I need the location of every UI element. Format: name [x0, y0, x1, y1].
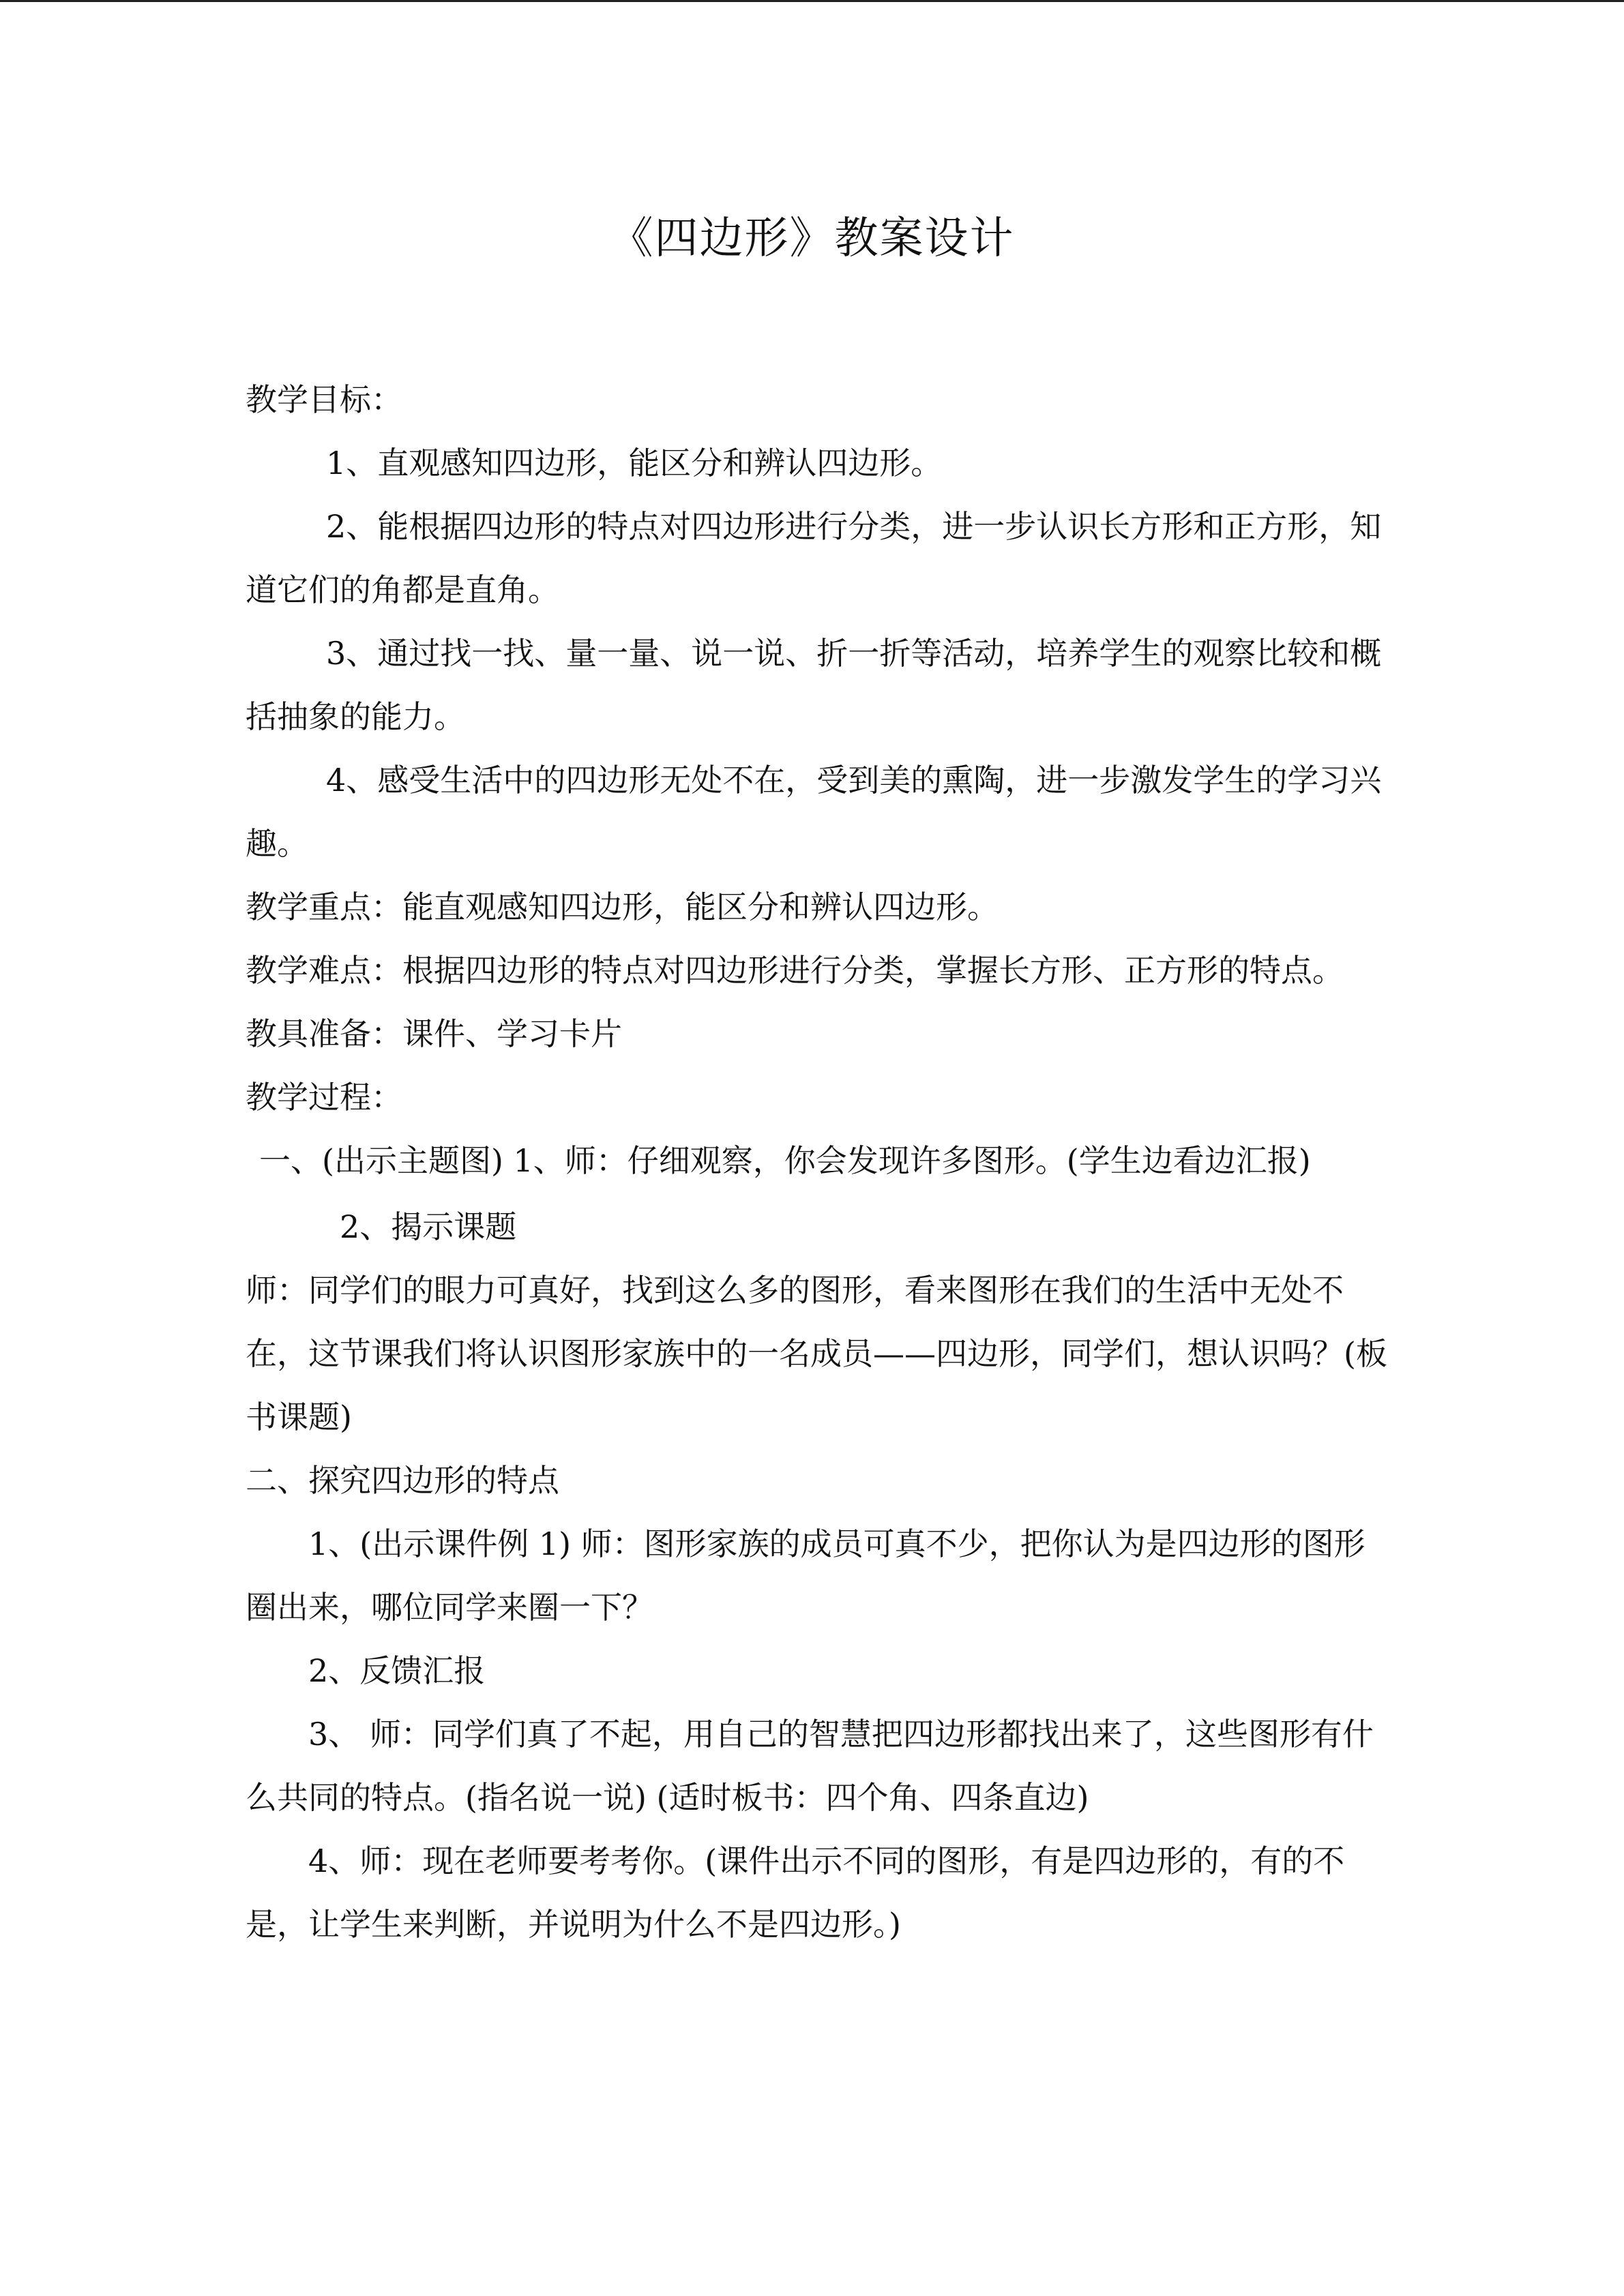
objective-item-4: 4、感受生活中的四边形无处不在，受到美的熏陶，进一步激发学生的学习兴趣。	[246, 762, 1382, 862]
explore-item-1: 1、(出示课件例 1) 师：图形家族的成员可真不少，把你认为是四边形的图形圈出来，哪位同学来圈一下？	[246, 1525, 1365, 1626]
process-step-2: 2、揭示课题	[340, 1208, 517, 1245]
teacher-remark-paragraph: 师：同学们的眼力可真好，找到这么多的图形，看来图形在我们的生活中无处不在，这节课我们将认识图形家族中的一名成员——四边形，同学们，想认识吗？(板书课题)	[246, 1272, 1387, 1435]
explore-item-4: 4、师：现在老师要考考你。(课件出示不同的图形，有是四边形的，有的不是，让学生来判断，并说明为什么不是四边形。)	[246, 1843, 1345, 1943]
explore-item-2: 2、反馈汇报	[308, 1652, 486, 1689]
explore-item-3: 3、 师：同学们真了不起，用自己的智慧把四边形都找出来了，这些图形有什么共同的特点。(指名说一说) (适时板书：四个角、四条直边)	[246, 1716, 1374, 1816]
document-body	[246, 368, 1391, 1956]
section-heading-objectives: 教学目标：	[246, 381, 402, 418]
section-heading-process: 教学过程：	[246, 1079, 402, 1116]
materials-paragraph: 教具准备：课件、学习卡片	[246, 1015, 622, 1052]
process-step-1: 一、(出示主题图) 1、师：仔细观察，你会发现许多图形。(学生边看边汇报)	[259, 1142, 1311, 1179]
objective-item-2: 2、能根据四边形的特点对四边形进行分类，进一步认识长方形和正方形，知道它们的角都是直角。	[246, 508, 1382, 608]
key-point-paragraph: 教学重点：能直观感知四边形，能区分和辨认四边形。	[246, 889, 999, 925]
document-title: 《四边形》教案设计	[609, 213, 1015, 264]
objective-item-1: 1、直观感知四边形，能区分和辨认四边形。	[326, 445, 943, 481]
page-top-border	[0, 0, 1624, 2]
objective-item-3: 3、通过找一找、量一量、说一说、折一折等活动，培养学生的观察比较和概括抽象的能力。	[246, 635, 1382, 735]
section-heading-explore: 二、探究四边形的特点	[246, 1462, 559, 1499]
difficulty-paragraph: 教学难点：根据四边形的特点对四边形进行分类，掌握长方形、正方形的特点。	[246, 952, 1344, 989]
